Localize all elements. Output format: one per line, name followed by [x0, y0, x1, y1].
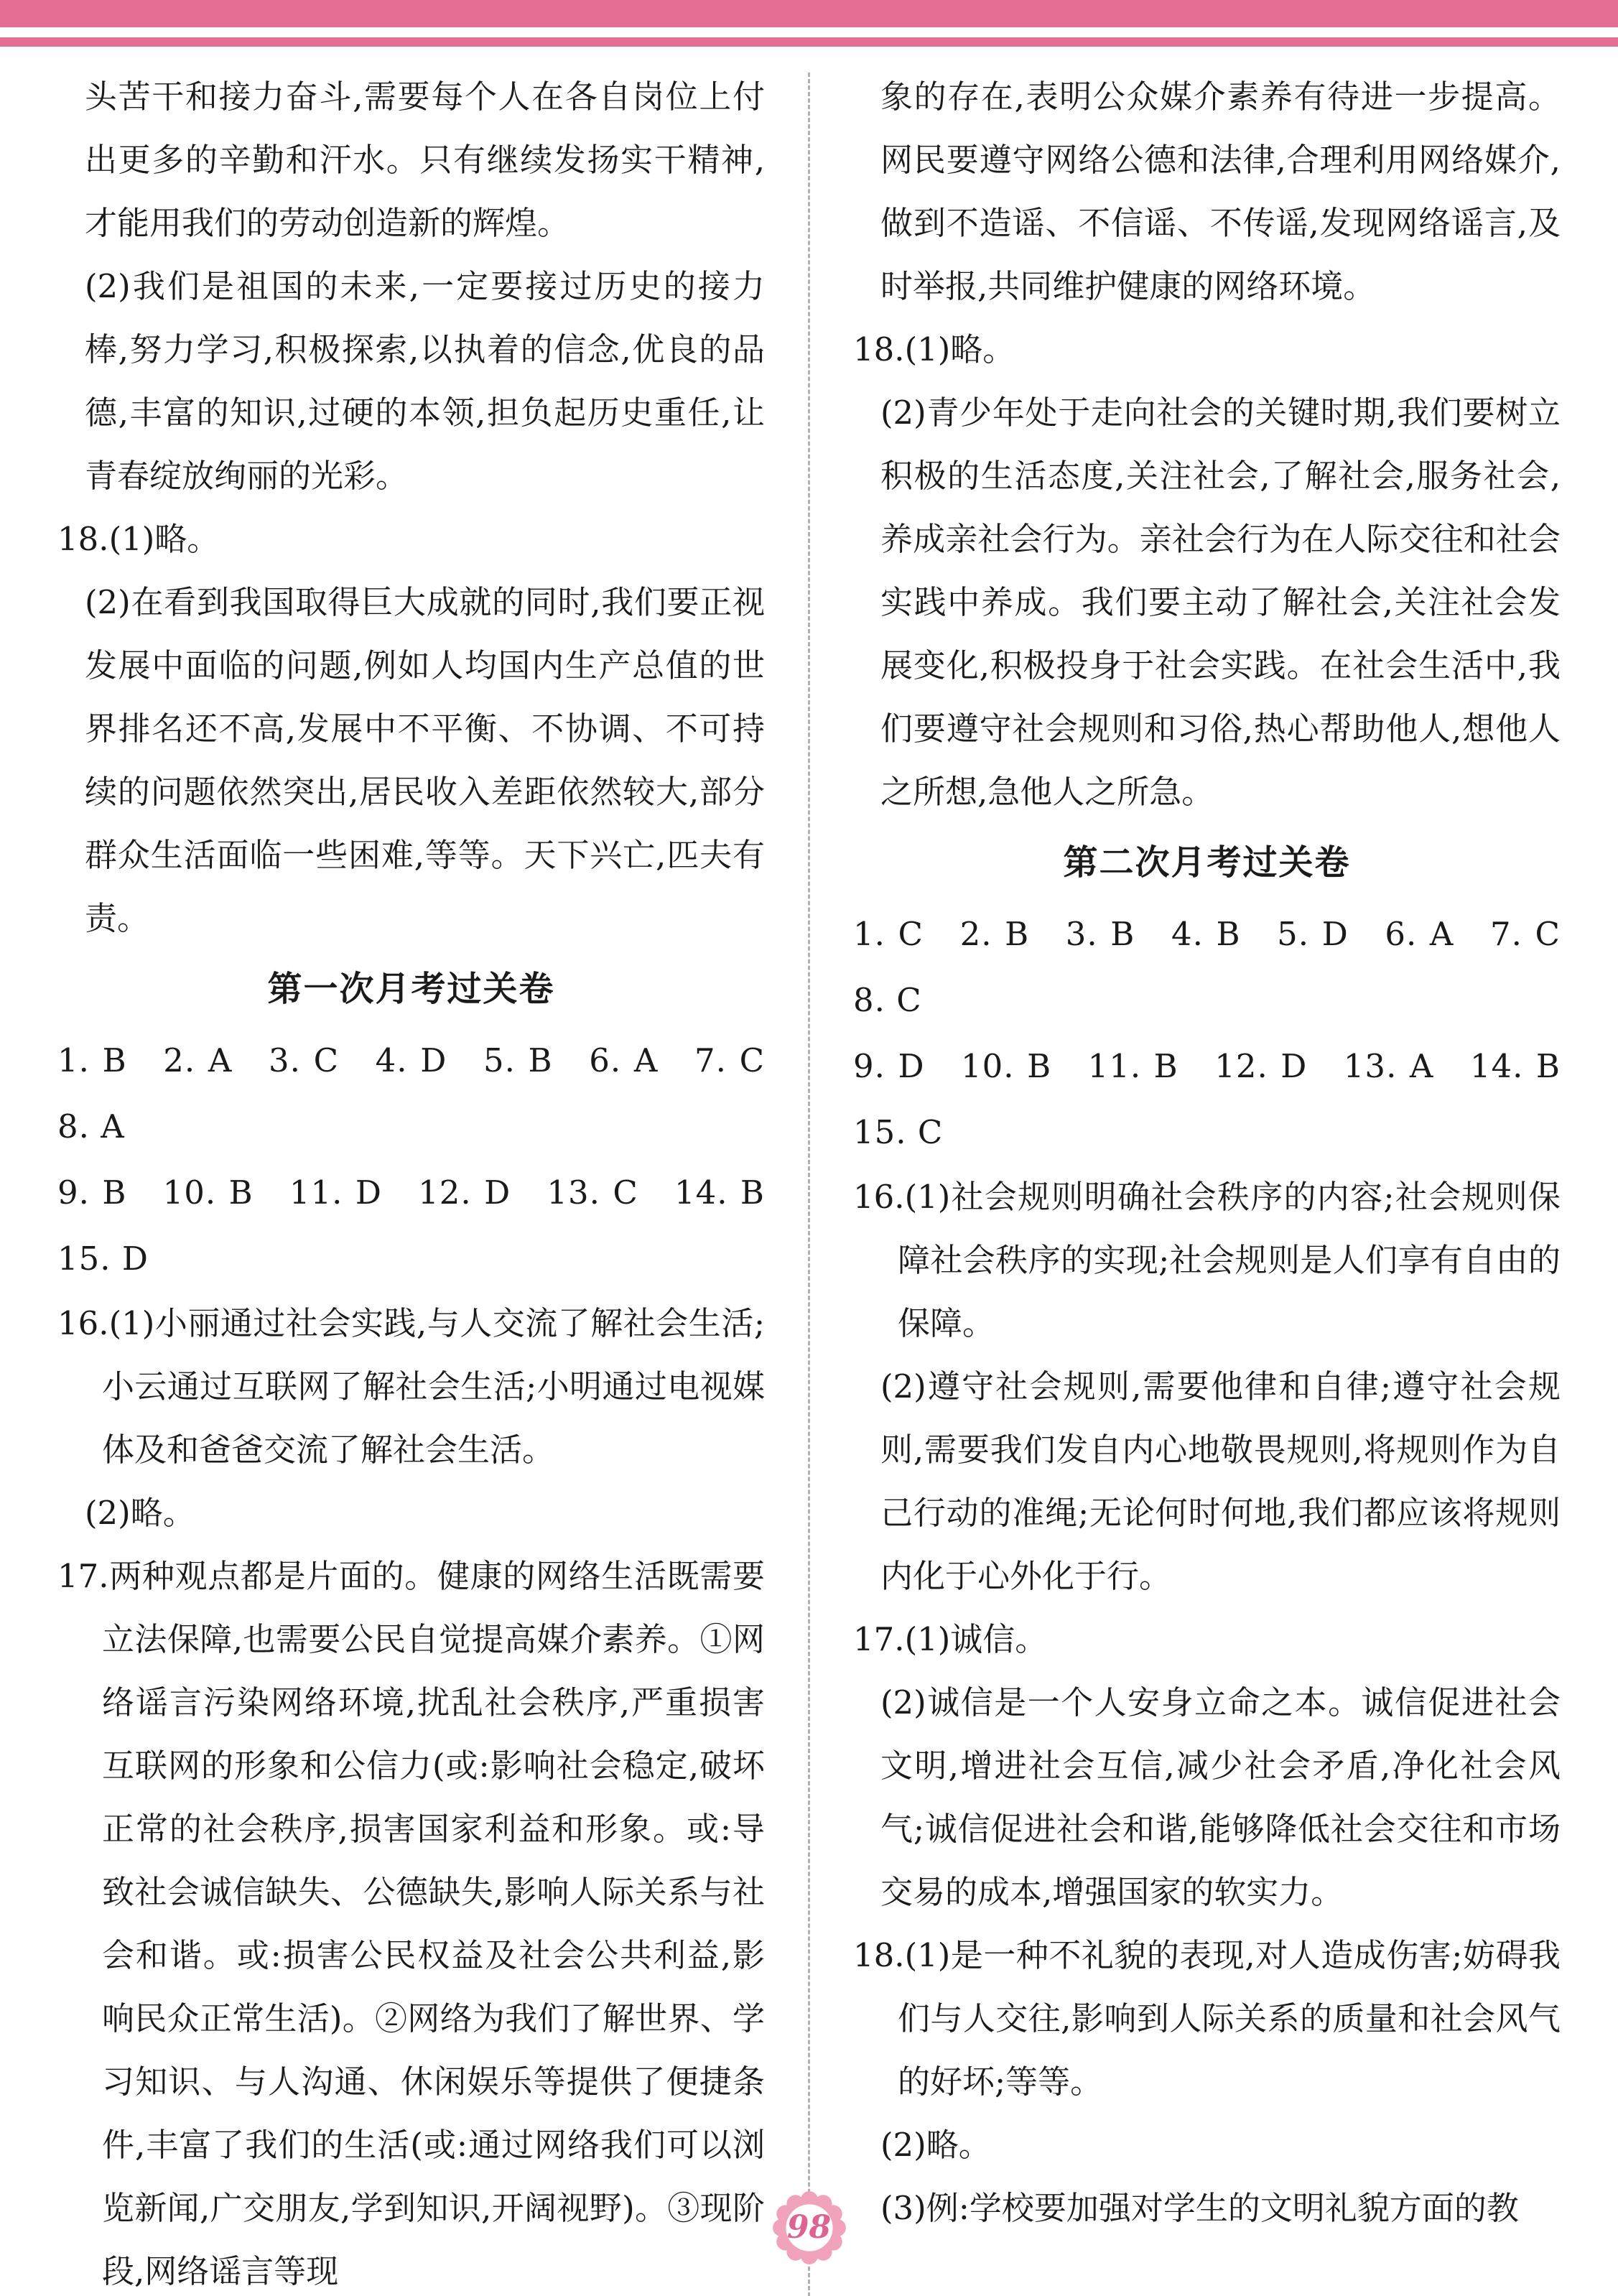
answer-paragraph: 头苦干和接力奋斗,需要每个人在各自岗位上付出更多的辛勤和汗水。只有继续发扬实干精神,才能用我们的劳动创造新的辉煌。	[85, 78, 765, 242]
answer-paragraph: 16.(1)小丽通过社会实践,与人交流了解社会生活;小云通过互联网了解社会生活;小明通过电视媒体及和爸爸交流了解社会生活。	[57, 1304, 765, 1469]
answer-paragraph: (2)青少年处于走向社会的关键时期,我们要树立积极的生活态度,关注社会,了解社会,服务社会,养成亲社会行为。亲社会行为在人际交往和社会实践中养成。我们要主动了解社会,关注社会发展变化,积极投身于社会实践。在社会生活中,我们要遵守社会规则和习俗,热心帮助他人,想他人之所想,急他人之所急。	[880, 394, 1561, 811]
answer-paragraph: (2)在看到我国取得巨大成就的同时,我们要正视发展中面临的问题,例如人均国内生产总值的世界排名还不高,发展中不平衡、不协调、不可持续的问题依然突出,居民收入差距依然较大,部分群众生活面临一些困难,等等。天下兴亡,匹夫有责。	[85, 583, 765, 937]
answer-paragraph: (2)我们是祖国的未来,一定要接过历史的接力棒,努力学习,积极探索,以执着的信念,优良的品德,丰富的知识,过硬的本领,担负起历史重任,让青春绽放绚丽的光彩。	[85, 267, 765, 495]
column-divider	[808, 73, 810, 2296]
answer-paragraph: 17.两种观点都是片面的。健康的网络生活既需要立法保障,也需要公民自觉提高媒介素养。①网络谣言污染网络环境,扰乱社会秩序,严重损害互联网的形象和公信力(或:影响社会稳定,破坏正常的社会秩序,损害国家利益和形象。或:导致社会诚信缺失、公德缺失,影响人际关系与社会和谐。或:损害公民权益及社会公共利益,影响民众正常生活)。②网络为我们了解世界、学习知识、与人沟通、休闲娱乐等提供了便捷条件,丰富了我们的生活(或:通过网络我们可以浏览新闻,广交朋友,学到知识,开阔视野)。③现阶段,网络谣言等现	[57, 1557, 765, 2290]
top-border-thick	[0, 0, 1618, 27]
answer-paragraph: 16.(1)社会规则明确社会秩序的内容;社会规则保障社会秩序的实现;社会规则是人们享有自由的保障。	[853, 1178, 1561, 1342]
answer-paragraph: 18.(1)略。	[57, 520, 220, 558]
answer-paragraph: (2)略。	[85, 1494, 195, 1532]
choice-answers-row: 9. B 10. B 11. D 12. D 13. C 14. B 15. D	[57, 1173, 799, 1278]
top-border-thin	[0, 37, 1618, 47]
left-column	[57, 65, 799, 2296]
page-footer	[0, 2188, 1618, 2268]
answer-paragraph: 18.(1)是一种不礼貌的表现,对人造成伤害;妨碍我们与人交往,影响到人际关系的质量和社会风气的好坏;等等。	[853, 1936, 1561, 2101]
right-column	[853, 65, 1594, 2296]
two-column-content	[0, 47, 1618, 2296]
answer-paragraph: 18.(1)略。	[853, 330, 1015, 368]
answer-paragraph: (3)例:学校要加强对学生的文明礼貌方面的教	[880, 2189, 1519, 2227]
answer-paragraph: 17.(1)诚信。	[853, 1620, 1048, 1658]
choice-answers-row: 9. D 10. B 11. B 12. D 13. A 14. B 15. C	[853, 1047, 1594, 1151]
section-heading-exam1: 第一次月考过关卷	[267, 969, 555, 1009]
page-number: 98	[786, 2208, 832, 2246]
choice-answers-row: 1. B 2. A 3. C 4. D 5. B 6. A 7. C 8. A	[57, 1041, 799, 1145]
answer-paragraph: 象的存在,表明公众媒介素养有待进一步提高。网民要遵守网络公德和法律,合理利用网络媒介,做到不造谣、不信谣、不传谣,发现网络谣言,及时举报,共同维护健康的网络环境。	[880, 78, 1561, 305]
answer-paragraph: (2)略。	[880, 2126, 991, 2164]
section-heading-exam2: 第二次月考过关卷	[1063, 842, 1351, 883]
top-border-gap	[0, 27, 1618, 37]
page-number-badge	[769, 2188, 850, 2268]
answer-paragraph: (2)诚信是一个人安身立命之本。诚信促进社会文明,增进社会互信,减少社会矛盾,净化社会风气;诚信促进社会和谐,能够降低社会交往和市场交易的成本,增强国家的软实力。	[880, 1683, 1561, 1911]
answer-paragraph: (2)遵守社会规则,需要他律和自律;遵守社会规则,需要我们发自内心地敬畏规则,将规则作为自己行动的准绳;无论何时何地,我们都应该将规则内化于心外化于行。	[880, 1367, 1561, 1595]
choice-answers-row: 1. C 2. B 3. B 4. B 5. D 6. A 7. C 8. C	[853, 915, 1594, 1019]
